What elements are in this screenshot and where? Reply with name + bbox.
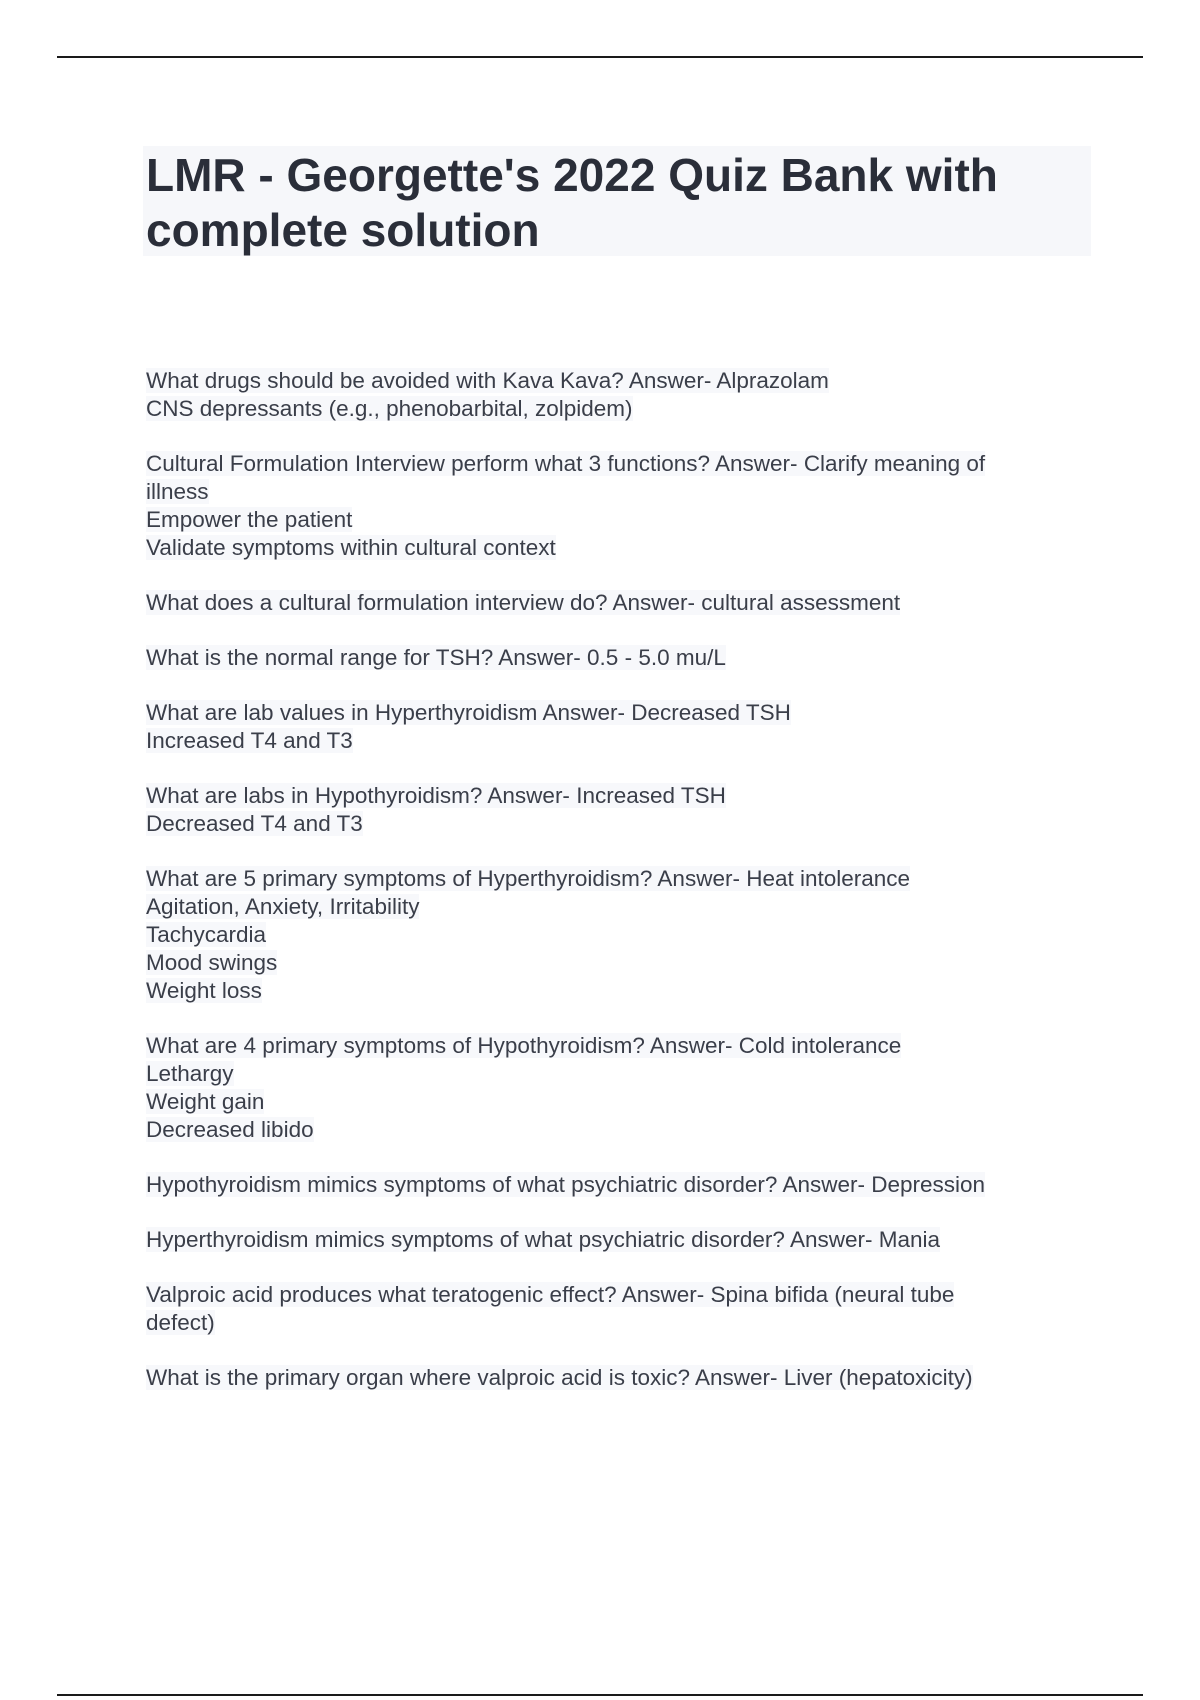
answer-line: Depression (871, 1172, 986, 1197)
question-text: Valproic acid produces what teratogenic effect? (146, 1282, 617, 1307)
answer-continuation-line (146, 1116, 1076, 1144)
question-text: What are 4 primary symptoms of Hypothyroidism? (146, 1033, 645, 1058)
qa-item (146, 1281, 1076, 1337)
answer-continuation-line (146, 977, 1076, 1005)
qa-item (146, 644, 1076, 672)
answer-continuation-line (146, 1309, 1076, 1337)
document-title: LMR - Georgette's 2022 Quiz Bank with complete solution (146, 149, 998, 256)
answer-line: Decreased TSH (631, 700, 791, 725)
qa-first-line (146, 1226, 1076, 1254)
answer-line: Clarify meaning of (803, 451, 986, 476)
answer-prefix: Answer- (621, 1282, 705, 1307)
question-text: Hypothyroidism mimics symptoms of what psychiatric disorder? (146, 1172, 778, 1197)
qa-first-line (146, 367, 1076, 395)
answer-continuation-line (146, 810, 1076, 838)
answer-line: Alprazolam (716, 368, 829, 393)
answer-prefix: Answer- (694, 1365, 778, 1390)
answer-continuation-line (146, 727, 1076, 755)
answer-line: Decreased T4 and T3 (146, 811, 363, 836)
question-text: What does a cultural formulation interview do? (146, 590, 608, 615)
answer-line: Liver (hepatoxicity) (783, 1365, 973, 1390)
answer-line: Spina bifida (neural tube (710, 1282, 955, 1307)
qa-first-line (146, 1364, 1076, 1392)
qa-first-line (146, 589, 1076, 617)
answer-line: Increased TSH (576, 783, 726, 808)
answer-continuation-line (146, 921, 1076, 949)
answer-line: Agitation, Anxiety, Irritability (146, 894, 420, 919)
answer-prefix: Answer- (782, 1172, 865, 1197)
qa-item (146, 1032, 1076, 1144)
qa-first-line (146, 450, 1076, 478)
answer-line: CNS depressants (e.g., phenobarbital, zolpidem) (146, 396, 633, 421)
answer-prefix: Answer- (789, 1227, 873, 1252)
qa-item (146, 865, 1076, 1005)
qa-item (146, 1226, 1076, 1254)
answer-continuation-line (146, 534, 1076, 562)
bottom-rule (57, 1694, 1143, 1696)
answer-continuation-line (146, 1060, 1076, 1088)
question-text: Hyperthyroidism mimics symptoms of what psychiatric disorder? (146, 1227, 785, 1252)
answer-line: Weight gain (146, 1089, 265, 1114)
answer-continuation-line (146, 395, 1076, 423)
answer-prefix: Answer- (487, 783, 570, 808)
answer-line: Empower the patient (146, 507, 353, 532)
answer-prefix: Answer- (657, 866, 740, 891)
qa-first-line (146, 644, 1076, 672)
answer-continuation-line (146, 949, 1076, 977)
qa-first-line (146, 782, 1076, 810)
answer-continuation-line (146, 478, 1076, 506)
qa-item (146, 699, 1076, 755)
question-text: What is the normal range for TSH? (146, 645, 494, 670)
question-text: What drugs should be avoided with Kava Kava? (146, 368, 624, 393)
qa-item (146, 589, 1076, 617)
qa-item (146, 1171, 1076, 1199)
answer-prefix: Answer- (542, 700, 625, 725)
answer-line: defect) (146, 1310, 215, 1335)
qa-item (146, 367, 1076, 423)
answer-prefix: Answer- (612, 590, 696, 615)
answer-continuation-line (146, 506, 1076, 534)
answer-line: illness (146, 479, 209, 504)
qa-first-line (146, 1032, 1076, 1060)
answer-line: Mania (878, 1227, 941, 1252)
answer-line: Lethargy (146, 1061, 234, 1086)
answer-prefix: Answer- (498, 645, 581, 670)
qa-first-line (146, 699, 1076, 727)
question-text: Cultural Formulation Interview perform what 3 functions? (146, 451, 710, 476)
answer-continuation-line (146, 893, 1076, 921)
answer-line: Decreased libido (146, 1117, 314, 1142)
answer-continuation-line (146, 1088, 1076, 1116)
answer-line: cultural assessment (701, 590, 901, 615)
qa-list (146, 367, 1076, 1419)
qa-item (146, 1364, 1076, 1392)
question-text: What is the primary organ where valproic acid is toxic? (146, 1365, 690, 1390)
qa-first-line (146, 865, 1076, 893)
question-text: What are 5 primary symptoms of Hyperthyroidism? (146, 866, 653, 891)
answer-line: Mood swings (146, 950, 278, 975)
answer-line: Increased T4 and T3 (146, 728, 353, 753)
answer-line: Heat intolerance (746, 866, 911, 891)
qa-item (146, 782, 1076, 838)
qa-first-line (146, 1171, 1076, 1199)
answer-line: Validate symptoms within cultural context (146, 535, 556, 560)
answer-line: Tachycardia (146, 922, 267, 947)
qa-item (146, 450, 1076, 562)
answer-prefix: Answer- (628, 368, 712, 393)
answer-prefix: Answer- (715, 451, 798, 476)
answer-line: Weight loss (146, 978, 262, 1003)
answer-line: Cold intolerance (738, 1033, 902, 1058)
question-text: What are labs in Hypothyroidism? (146, 783, 483, 808)
answer-prefix: Answer- (649, 1033, 733, 1058)
top-rule (57, 56, 1143, 58)
answer-line: 0.5 - 5.0 mu/L (587, 645, 726, 670)
question-text: What are lab values in Hyperthyroidism (146, 700, 538, 725)
qa-first-line (146, 1281, 1076, 1309)
